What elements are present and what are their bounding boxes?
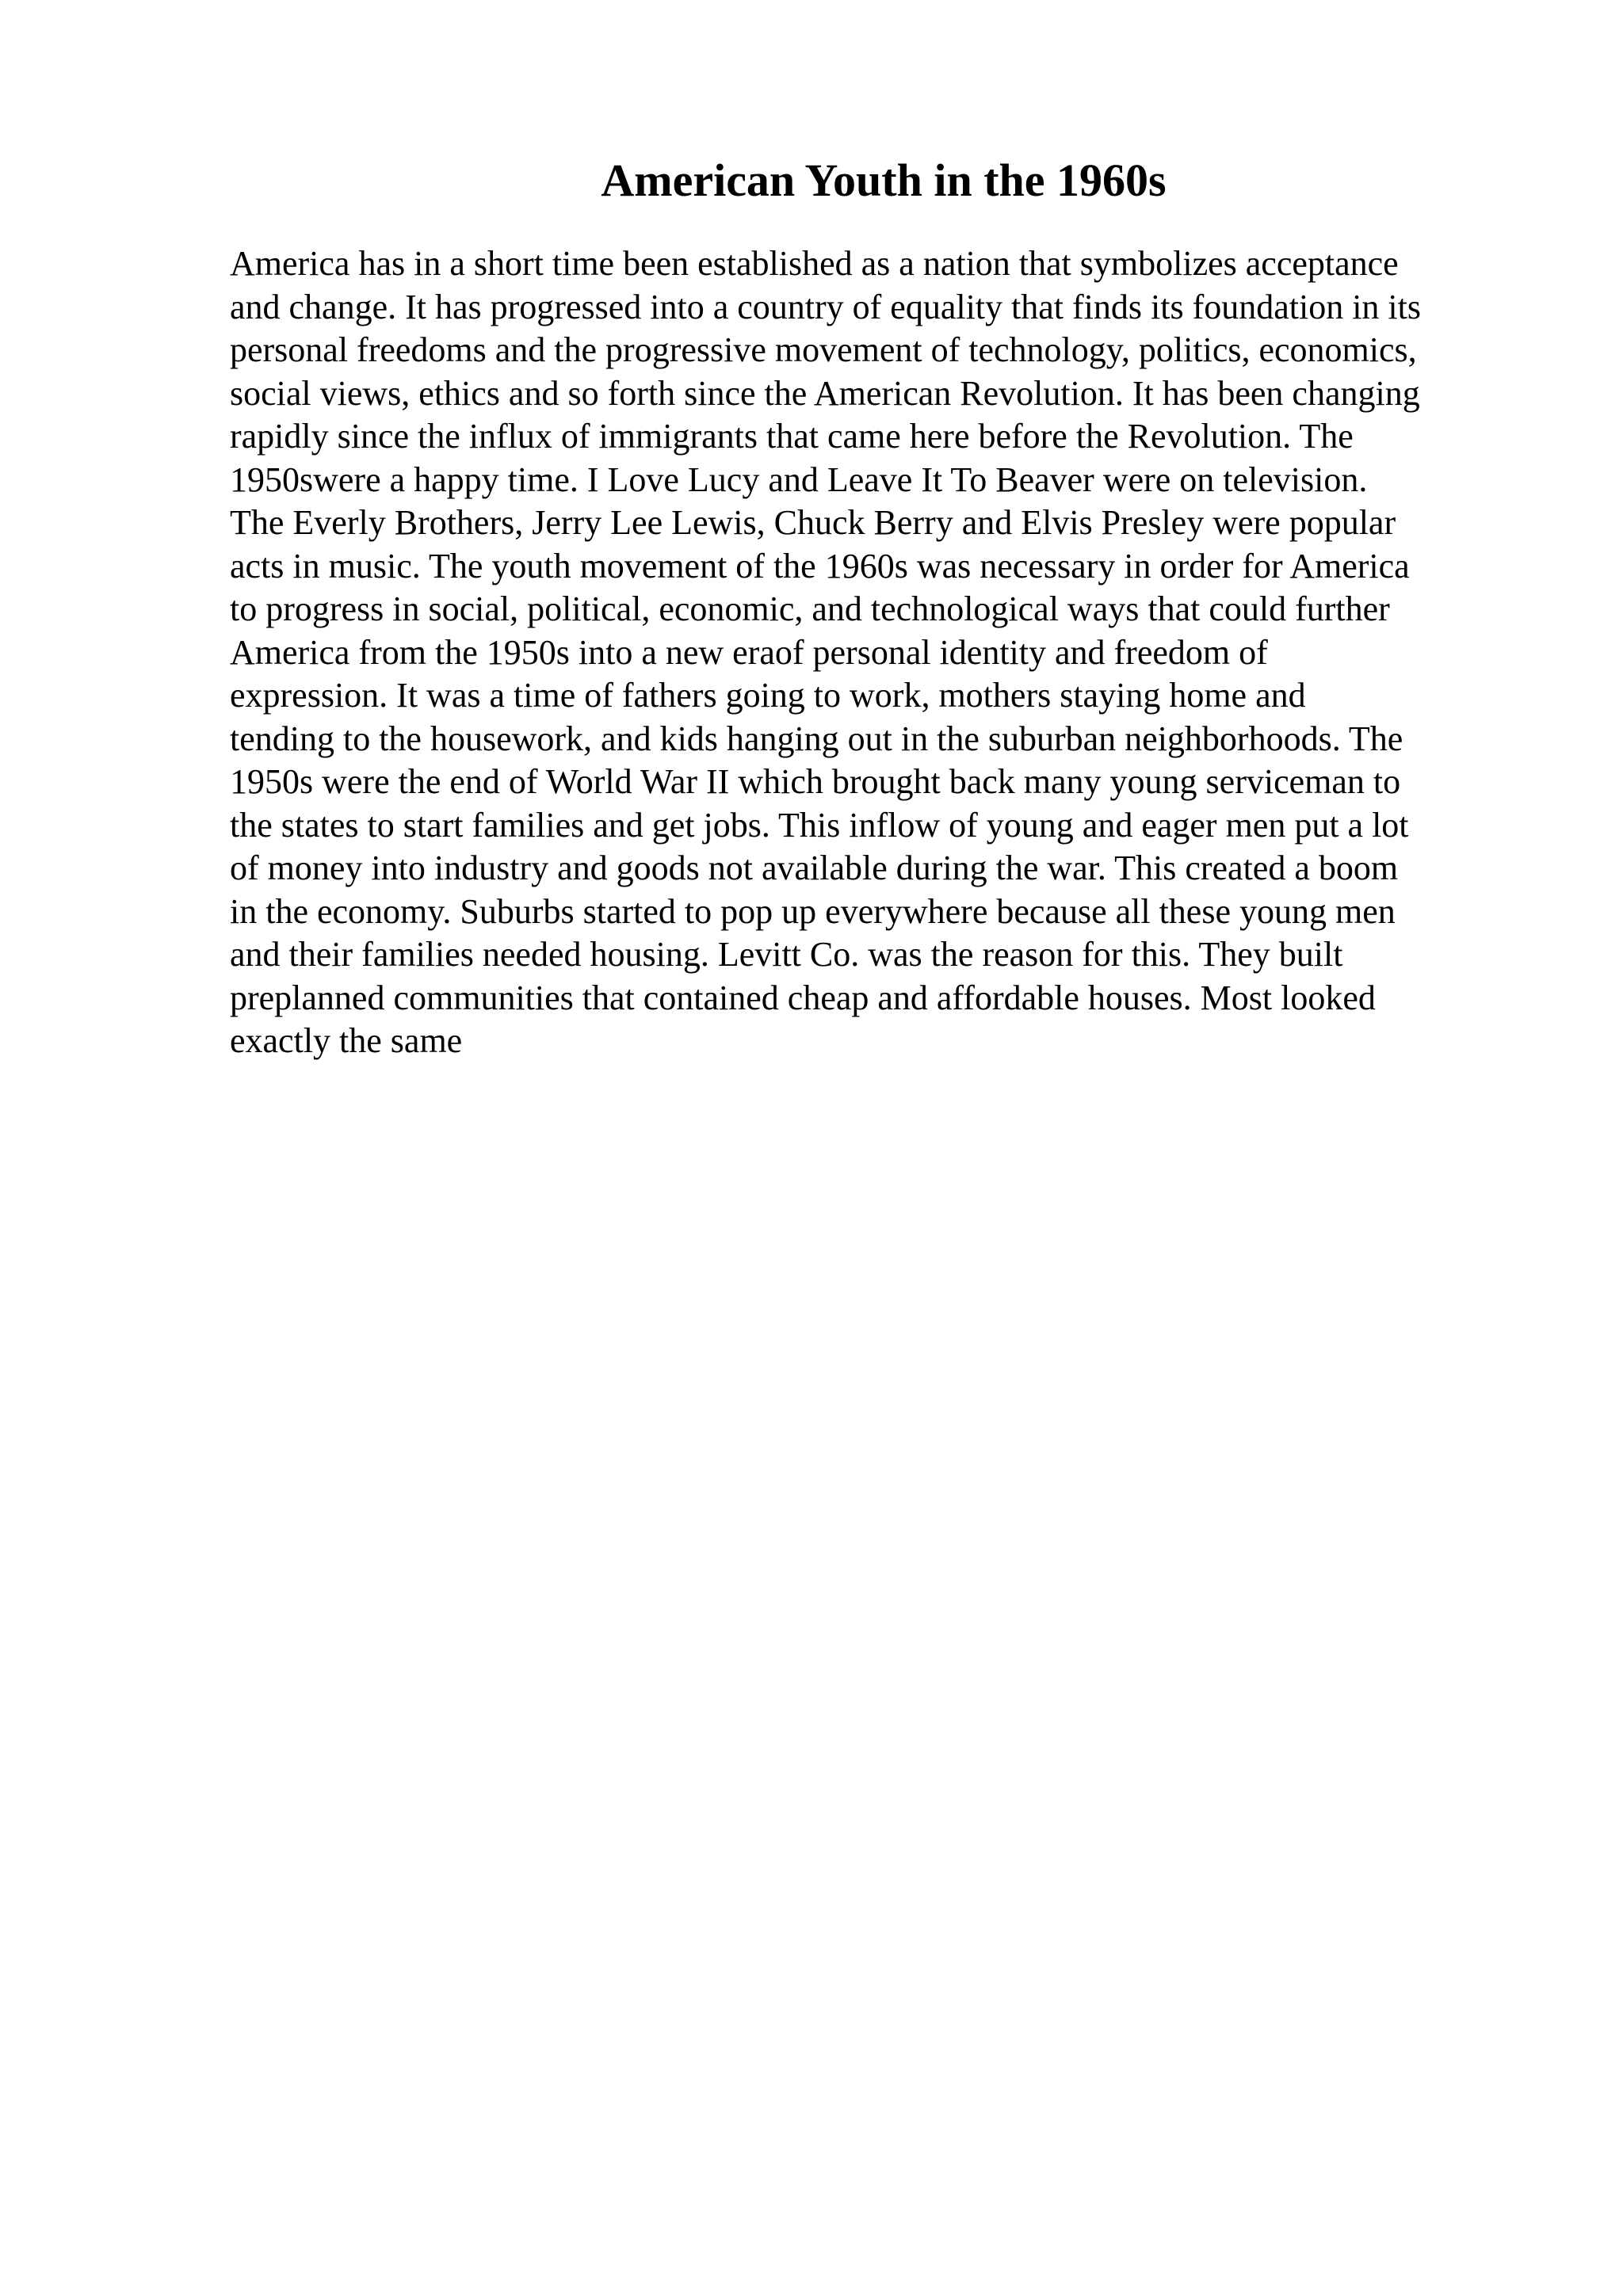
body-line: and change. It has progressed into a country of equality that finds its foundation in its: [230, 287, 1422, 326]
body-line: 1950s were the end of World War II which brought back many young serviceman to: [230, 762, 1401, 801]
body-line: 1950swere a happy time. I Love Lucy and Leave It To Beaver were on television.: [230, 460, 1368, 499]
body-line: tending to the housework, and kids hanging out in the suburban neighborhoods. The: [230, 719, 1403, 758]
body-line: to progress in social, political, economic, and technological ways that could further: [230, 589, 1390, 628]
body-line: of money into industry and goods not available during the war. This created a boom: [230, 849, 1399, 887]
document-title: American Youth in the 1960s: [601, 154, 1167, 206]
body-line: in the economy. Suburbs started to pop up everywhere because all these young men: [230, 891, 1396, 931]
body-line: social views, ethics and so forth since the American Revolution. It has been changing: [230, 373, 1420, 413]
body-line: The Everly Brothers, Jerry Lee Lewis, Chuck Berry and Elvis Presley were popular: [230, 503, 1396, 542]
document-body: [230, 242, 1498, 1063]
body-line: acts in music. The youth movement of the 1960s was necessary in order for America: [230, 546, 1410, 585]
body-line: rapidly since the influx of immigrants that came here before the Revolution. The: [230, 417, 1354, 456]
body-line: and their families needed housing. Levitt Co. was the reason for this. They built: [230, 935, 1343, 974]
body-line: preplanned communities that contained cheap and affordable houses. Most looked: [230, 978, 1376, 1017]
body-line: expression. It was a time of fathers going to work, mothers staying home and: [230, 676, 1306, 715]
body-line: America from the 1950s into a new eraof personal identity and freedom of: [230, 632, 1268, 672]
body-line: the states to start families and get jobs. This inflow of young and eager men put a lot: [230, 805, 1409, 845]
body-line: personal freedoms and the progressive movement of technology, politics, economics,: [230, 330, 1417, 369]
body-line: America has in a short time been established as a nation that symbolizes acceptance: [230, 244, 1399, 283]
body-line: exactly the same: [230, 1021, 463, 1060]
